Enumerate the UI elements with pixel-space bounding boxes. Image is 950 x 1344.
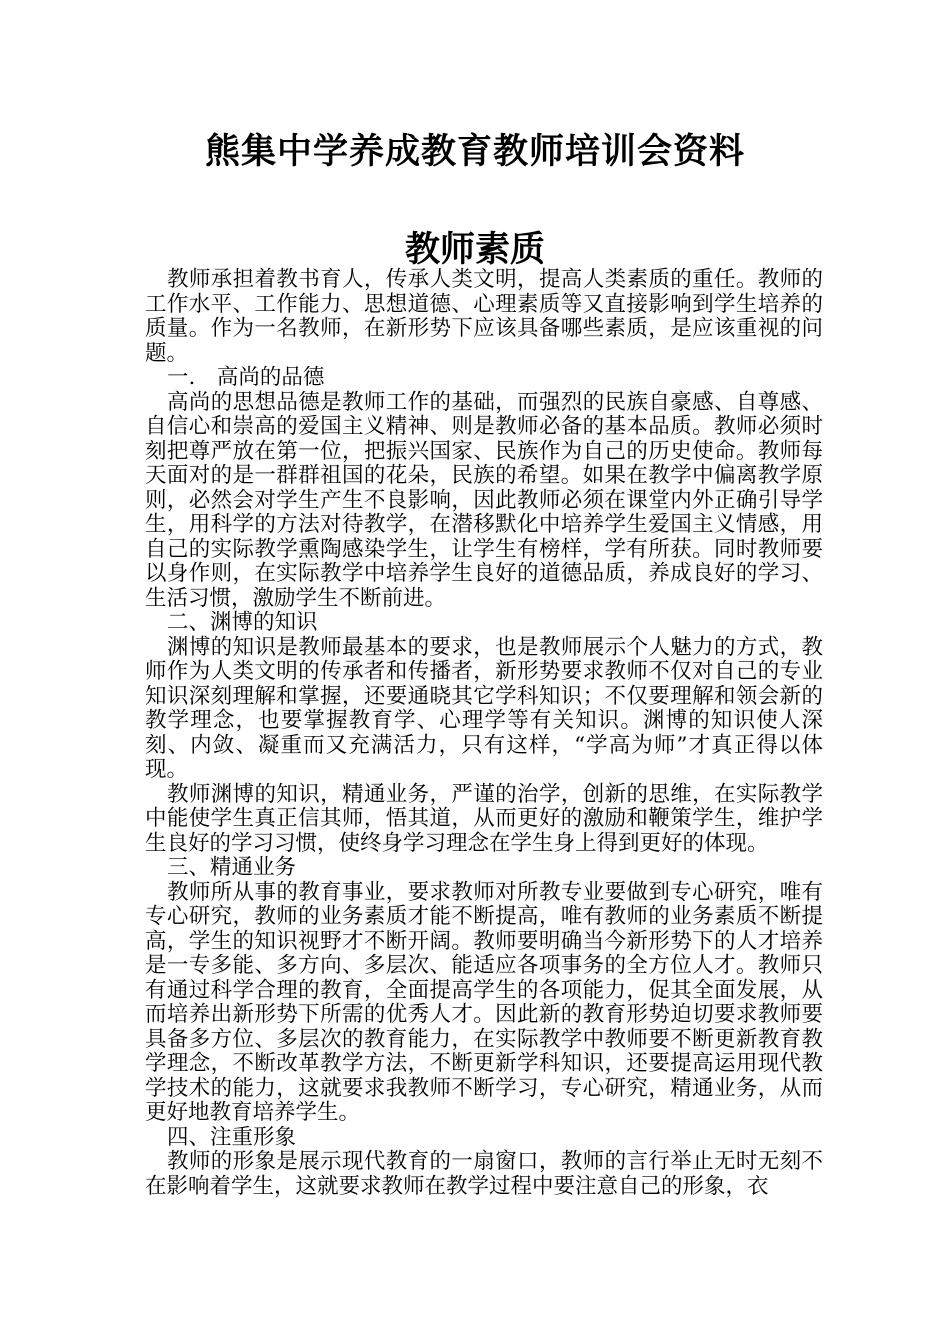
section-2-paragraph-2: 教师渊博的知识，精通业务，严谨的治学，创新的思维，在实际教学中能使学生真正信其师，悟其道，从而更好的激励和鞭策学生，维护学生良好的学习习惯，使终身学习理念在学生身上得到更好的体现。: [145, 781, 823, 856]
section-heading-4: 四、注重形象: [167, 1124, 297, 1150]
section-heading-2: 二、渊博的知识: [167, 610, 318, 635]
intro-paragraph: 教师承担着教书育人，传承人类文明，提高人类素质的重任。教师的工作水平、工作能力、思想道德、心理素质等又直接影响到学生培养的质量。作为一名教师，在新形势下应该具备哪些素质，是应该重视的问题。: [145, 267, 823, 366]
section-3-paragraph-1: 教师所从事的教育事业，要求教师对所教专业要做到专心研究，唯有专心研究，教师的业务素质才能不断提高，唯有教师的业务素质不断提高，学生的知识视野才不断开阔。教师要明确当今新形势下的人才培养是一专多能、多方向、多层次、能适应各项事务的全方位人才。教师只有通过科学合理的教育，全面提高学生的各项能力，促其全面发展，从而培养出新形势下所需的优秀人才。因此新的教育形势迫切要求教师要具备多方位、多层次的教育能力，在实际教学中教师要不断更新教育教学理念，不断改革教学方法，不断更新学科知识，还要提高运用现代教学技术的能力，这就要求我教师不断学习，专心研究，精通业务，从而更好地教育培养学生。: [145, 879, 823, 1125]
document-body: [145, 268, 823, 1199]
section-2-paragraph-1: 渊博的知识是教师最基本的要求，也是教师展示个人魅力的方式，教师作为人类文明的传承者和传播者，新形势要求教师不仅对自己的专业知识深刻理解和掌握，还要通晓其它学科知识；不仅要理解和领会新的教学理念，也要掌握教育学、心理学等有关知识。渊博的知识使人深刻、内敛、凝重而又充满活力，只有这样，“学高为师”才真正得以体现。: [145, 634, 823, 782]
section-1-paragraph-1: 高尚的思想品德是教师工作的基础，而强烈的民族自豪感、自尊感、自信心和崇高的爱国主义精神、则是教师必备的基本品质。教师必须时刻把尊严放在第一位，把振兴国家、民族作为自己的历史使命。教师每天面对的是一群群祖国的花朵，民族的希望。如果在教学中偏离教学原则，必然会对学生产生不良影响，因此教师必须在课堂内外正确引导学生，用科学的方法对待教学，在潜移默化中培养学生爱国主义情感，用自己的实际教学熏陶感染学生，让学生有榜样，学有所获。同时教师要以身作则，在实际教学中培养学生良好的道德品质，养成良好的学习、生活习惯，激励学生不断前进。: [145, 389, 823, 611]
section-title: 教师素质: [404, 229, 545, 270]
section-4-paragraph-1: 教师的形象是展示现代教育的一扇窗口，教师的言行举止无时无刻不在影响着学生，这就要求教师在教学过程中要注意自己的形象，衣: [145, 1149, 823, 1199]
section-heading-3: 三、精通业务: [167, 855, 297, 880]
section-heading-1: 一. 高尚的品德: [167, 365, 325, 390]
page-title: 熊集中学养成教育教师培训会资料: [204, 131, 745, 172]
